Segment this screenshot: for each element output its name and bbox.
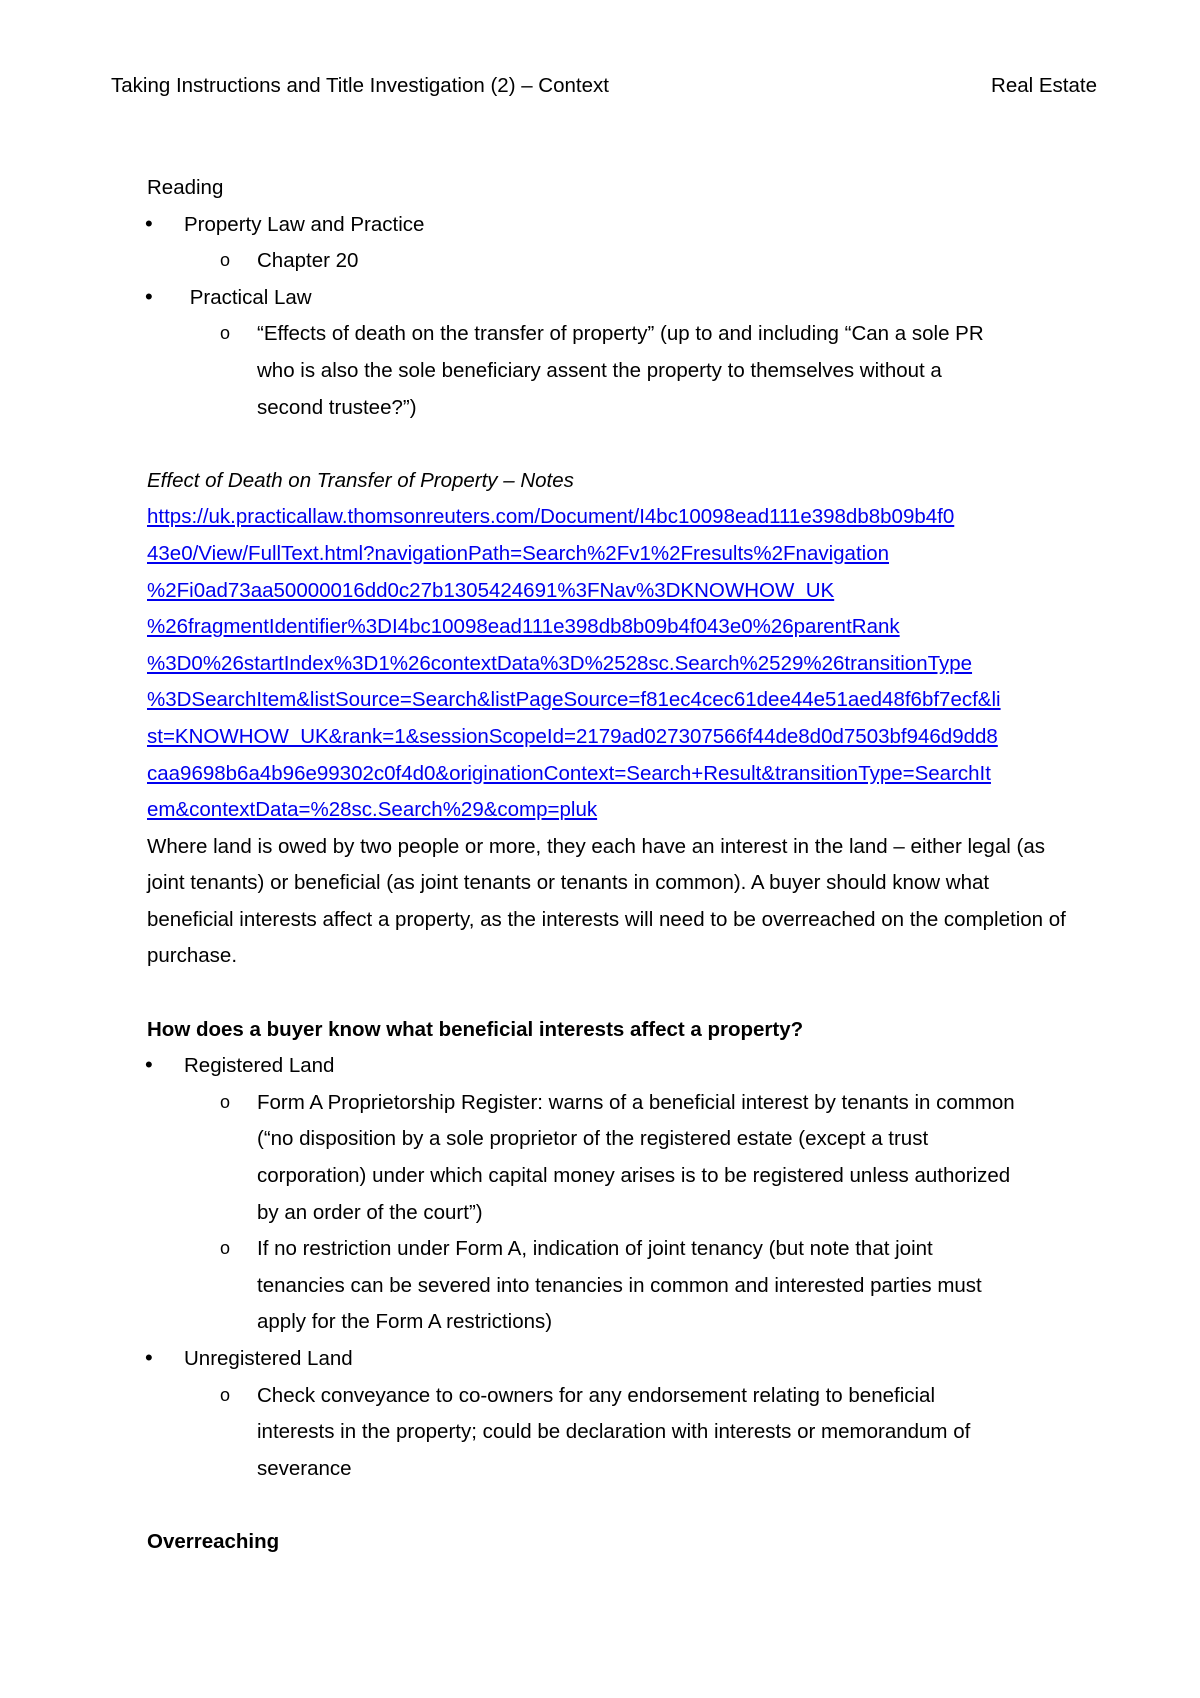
sub-item-text: “Effects of death on the transfer of property” (up to and including “Can a sole PR who is also the sole beneficiary assent the property to themselves without a second trustee?”) <box>257 322 984 419</box>
buyer-item-label: Registered Land <box>184 1054 335 1078</box>
notes-link-line: %2Fi0ad73aa50000016dd0c27b1305424691%3FNav%3DKNOWHOW_UK <box>147 578 835 602</box>
sub-list-item <box>220 1378 1017 1488</box>
reading-heading: Reading <box>147 176 224 199</box>
notes-link-line: %3DSearchItem&listSource=Search&listPageSource=f81ec4cec61dee44e51aed48f6bf7ecf&li <box>147 688 1001 712</box>
notes-link-line: https://uk.practicallaw.thomsonreuters.com/Document/I4bc10098ead111e398db8b09b4f0 <box>147 505 955 529</box>
header-subject: Real Estate <box>991 74 1097 97</box>
sub-list-item <box>220 1085 1017 1231</box>
overreaching-heading: Overreaching <box>147 1529 280 1553</box>
notes-title: Effect of Death on Transfer of Property – Notes <box>147 468 574 492</box>
buyer-list <box>147 1048 1067 1487</box>
hollow-bullet-icon: o <box>220 250 231 271</box>
sub-list <box>184 1085 1067 1341</box>
spacer <box>147 426 1067 463</box>
notes-link-line: caa9698b6a4b96e99302c0f4d0&originationContext=Search+Result&transitionType=SearchIt <box>147 761 991 785</box>
sub-list <box>184 316 1067 426</box>
sub-item-text: Check conveyance to co-owners for any endorsement relating to beneficial interests in the property; could be declaration with interests or memorandum of severance <box>257 1383 971 1480</box>
notes-link[interactable] <box>147 499 1062 828</box>
sub-item-text: If no restriction under Form A, indication of joint tenancy (but note that joint tenancies can be severed into tenancies in common and interested parties must apply for the Form A restrictions) <box>257 1237 982 1334</box>
sub-list-item <box>220 1231 1017 1341</box>
sub-item-text: Form A Proprietorship Register: warns of a beneficial interest by tenants in common (“no disposition by a sole proprietor of the registered estate (except a trust corporation) under which capital money arises is to be registered unless authorized by an order of the court”) <box>257 1090 1015 1224</box>
sub-item-text: Chapter 20 <box>257 249 359 273</box>
bullet-icon: • <box>145 283 153 309</box>
spacer <box>147 975 1067 1012</box>
buyer-item-label: Unregistered Land <box>184 1347 353 1370</box>
bullet-icon: • <box>145 1052 153 1078</box>
reading-item-label: Practical Law <box>184 285 312 309</box>
sub-list-item <box>220 316 997 426</box>
reading-list <box>147 207 1067 427</box>
notes-link-line: em&contextData=%28sc.Search%29&comp=pluk <box>147 798 598 822</box>
spacer <box>147 1487 1067 1524</box>
notes-link-line: st=KNOWHOW_UK&rank=1&sessionScopeId=2179ad027307566f44de8d0d7503bf946d9dd8 <box>147 724 998 748</box>
notes-link-line: %3D0%26startIndex%3D1%26contextData%3D%2528sc.Search%2529%26transitionType <box>147 651 973 675</box>
list-item <box>147 280 1067 426</box>
notes-link-line: %26fragmentIdentifier%3DI4bc10098ead111e398db8b09b4f043e0%26parentRank <box>147 615 900 639</box>
hollow-bullet-icon: o <box>220 323 231 344</box>
sub-list <box>184 1378 1067 1488</box>
list-item <box>147 1048 1067 1341</box>
list-item <box>147 207 1067 280</box>
hollow-bullet-icon: o <box>220 1238 231 1259</box>
bullet-icon: • <box>145 1345 153 1370</box>
bullet-icon: • <box>145 210 153 236</box>
notes-link-line: 43e0/View/FullText.html?navigationPath=Search%2Fv1%2Fresults%2Fnavigation <box>147 541 890 565</box>
header-title: Taking Instructions and Title Investigation (2) – Context <box>111 74 609 97</box>
sub-list-item <box>220 243 1067 280</box>
list-item <box>147 1341 1067 1487</box>
document-body <box>147 170 1067 1561</box>
hollow-bullet-icon: o <box>220 1091 231 1112</box>
buyer-section-heading: How does a buyer know what beneficial interests affect a property? <box>147 1017 804 1041</box>
reading-item-label: Property Law and Practice <box>184 212 425 236</box>
notes-paragraph: Where land is owed by two people or more, they each have an interest in the land – either legal (as joint tenants) or beneficial (as joint tenants or tenants in common). A buyer should know what beneficial interests affect a property, as the interests will need to be overreached on the completion of purchase. <box>147 834 1066 968</box>
sub-list <box>184 243 1067 280</box>
hollow-bullet-icon: o <box>220 1384 231 1405</box>
